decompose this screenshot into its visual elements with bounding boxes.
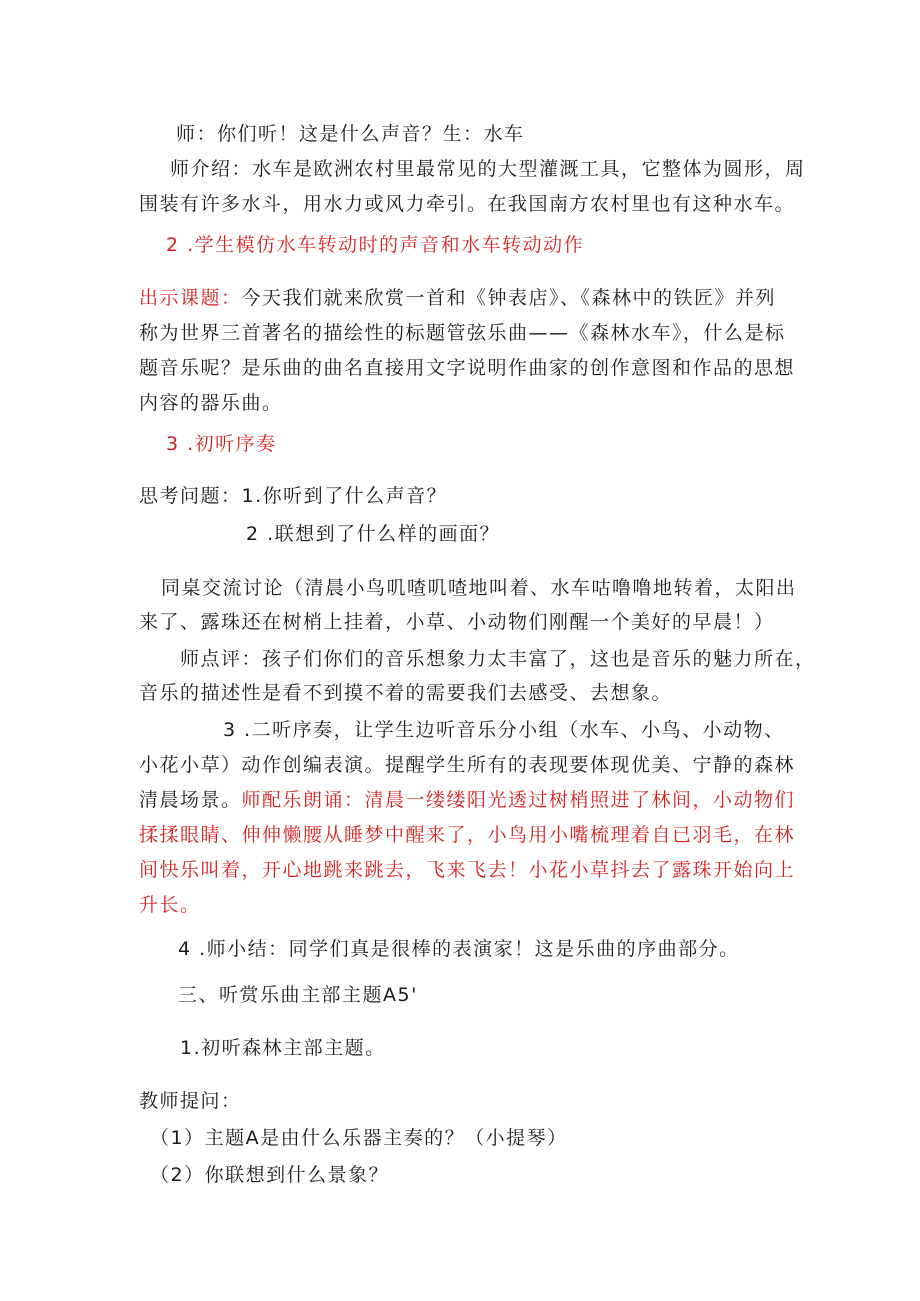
text-line: 音乐的描述性是看不到摸不着的需要我们去感受、去想象。 [139, 682, 673, 704]
text-line: 3 .二听序奏，让学生边听音乐分小组（水车、小鸟、小动物、 [223, 719, 785, 741]
text-line: 围装有许多水斗，用水力或风力牵引。在我国南方农村里也有这种水车。 [139, 193, 796, 215]
recitation-line: 间快乐叫着，开心地跳来跳去，飞来飞去！小花小草抖去了露珠开始向上 [139, 859, 796, 881]
text-line: 称为世界三首著名的描绘性的标题管弦乐曲——《森林水车》，什么是标 [139, 322, 786, 344]
recitation-line: 升长。 [139, 894, 201, 916]
text-line: 小花小草）动作创编表演。提醒学生所有的表现要体现优美、宁静的森林 [139, 754, 796, 776]
text-line: 教师提问： [139, 1090, 242, 1112]
text-line: 内容的器乐曲。 [139, 392, 283, 414]
section-heading: 2 .学生模仿水车转动时的声音和水车转动动作 [166, 234, 585, 256]
text-line: （1）主题A是由什么乐器主奏的？（小提琴） [150, 1127, 568, 1149]
text-line: 思考问题：1.你听到了什么声音？ [139, 485, 448, 507]
text-line: 4 .师小结：同学们真是很棒的表演家！这是乐曲的序曲部分。 [178, 938, 740, 960]
text-line: 师点评：孩子们你们的音乐想象力太丰富了，这也是音乐的魅力所在， [180, 648, 816, 670]
text-line: 来了、露珠还在树梢上挂着，小草、小动物们刚醒一个美好的早晨！） [139, 611, 775, 633]
section-heading: 三、听赏乐曲主部主题A5' [178, 984, 418, 1006]
label-show-topic: 出示课题： [139, 287, 242, 309]
text-line: 2 .联想到了什么样的画面？ [246, 523, 501, 545]
text-line: 题音乐呢？是乐曲的曲名直接用文字说明作曲家的创作意图和作品的思想 [139, 357, 796, 379]
text-line: 出示课题：今天我们就来欣赏一首和《钟表店》、《森林中的铁匠》并列 [139, 287, 777, 309]
text-line: 清晨场景。师配乐朗诵：清晨一缕缕阳光透过树梢照进了林间，小动物们 [139, 789, 796, 811]
text-line: 师介绍：水车是欧洲农村里最常见的大型灌溉工具，它整体为圆形，周 [170, 158, 806, 180]
text-line: 同桌交流讨论（清晨小鸟叽喳叽喳地叫着、水车咕噜噜地转着，太阳出 [161, 577, 797, 599]
section-heading: 3 .初听序奏 [166, 433, 277, 455]
recitation-text: 师配乐朗诵：清晨一缕缕阳光透过树梢照进了林间，小动物们 [241, 789, 796, 811]
recitation-line: 揉揉眼睛、伸伸懒腰从睡梦中醒来了，小鸟用小嘴梳理着自已羽毛，在林 [139, 824, 796, 846]
text-line: （2）你联想到什么景象？ [150, 1164, 390, 1186]
text-line: 1.初听森林主部主题。 [180, 1037, 386, 1059]
text-line: 师：你们听！这是什么声音？生：水车 [176, 123, 525, 145]
